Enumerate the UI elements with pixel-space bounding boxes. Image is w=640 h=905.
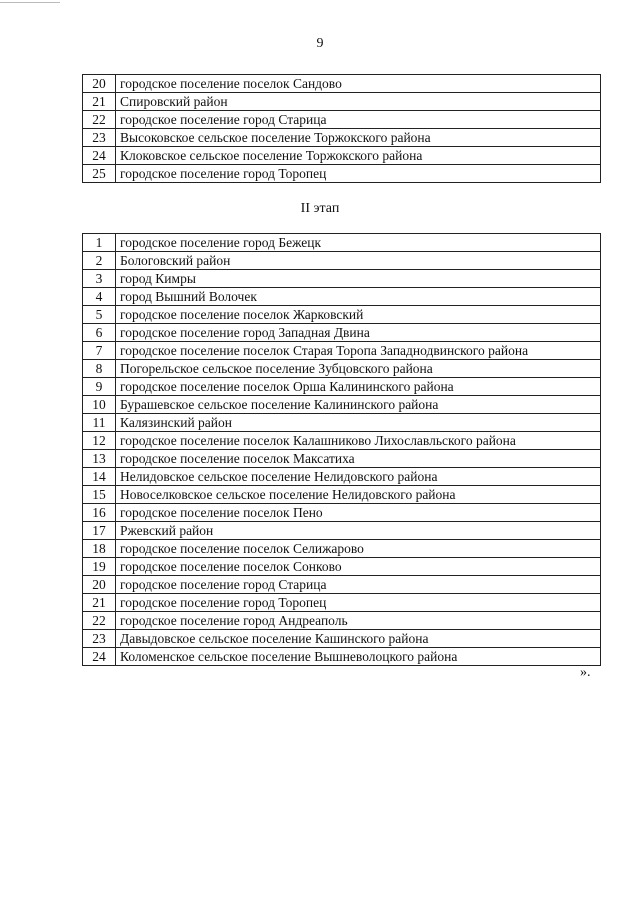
- stage1-table: [82, 74, 601, 183]
- table-row: [83, 378, 601, 396]
- row-number: 7: [83, 342, 116, 360]
- stage2-heading: II этап: [300, 201, 340, 216]
- table-row: [83, 288, 601, 306]
- row-number: 3: [83, 270, 116, 288]
- row-number: 17: [83, 522, 116, 540]
- municipality-name: городское поселение город Бежецк: [116, 234, 601, 252]
- table-row: [83, 342, 601, 360]
- table-row: [83, 432, 601, 450]
- row-number: 22: [83, 612, 116, 630]
- page-number: 9: [316, 36, 324, 51]
- table-row: [83, 468, 601, 486]
- row-number: 12: [83, 432, 116, 450]
- table-row: [83, 324, 601, 342]
- row-number: 23: [83, 630, 116, 648]
- row-number: 21: [83, 93, 116, 111]
- row-number: 15: [83, 486, 116, 504]
- table-row: [83, 111, 601, 129]
- table-row: [83, 93, 601, 111]
- row-number: 14: [83, 468, 116, 486]
- municipality-name: городское поселение поселок Орша Калининского района: [116, 378, 601, 396]
- table-row: [83, 630, 601, 648]
- row-number: 13: [83, 450, 116, 468]
- municipality-name: городское поселение поселок Старая Торопа Западнодвинского района: [116, 342, 601, 360]
- municipality-name: городское поселение поселок Сандово: [116, 75, 601, 93]
- table-row: [83, 252, 601, 270]
- municipality-name: Ржевский район: [116, 522, 601, 540]
- municipality-name: Коломенское сельское поселение Вышневолоцкого района: [116, 648, 601, 666]
- table-row: [83, 450, 601, 468]
- row-number: 22: [83, 111, 116, 129]
- row-number: 2: [83, 252, 116, 270]
- table-row: [83, 414, 601, 432]
- closing-quote: ».: [580, 665, 591, 680]
- table-row: [83, 504, 601, 522]
- table-row: [83, 396, 601, 414]
- municipality-name: городское поселение поселок Калашниково Лихославльского района: [116, 432, 601, 450]
- municipality-name: городское поселение поселок Сонково: [116, 558, 601, 576]
- municipality-name: городское поселение город Торопец: [116, 594, 601, 612]
- row-number: 10: [83, 396, 116, 414]
- table-row: [83, 147, 601, 165]
- row-number: 8: [83, 360, 116, 378]
- municipality-name: Высоковское сельское поселение Торжокского района: [116, 129, 601, 147]
- row-number: 16: [83, 504, 116, 522]
- row-number: 18: [83, 540, 116, 558]
- table-row: [83, 486, 601, 504]
- table-row: [83, 594, 601, 612]
- stage1-table-body: [83, 75, 601, 183]
- table-row: [83, 612, 601, 630]
- row-number: 20: [83, 75, 116, 93]
- row-number: 11: [83, 414, 116, 432]
- municipality-name: Погорельское сельское поселение Зубцовского района: [116, 360, 601, 378]
- row-number: 20: [83, 576, 116, 594]
- table-row: [83, 306, 601, 324]
- table-row: [83, 540, 601, 558]
- municipality-name: городское поселение город Андреаполь: [116, 612, 601, 630]
- municipality-name: городское поселение поселок Пено: [116, 504, 601, 522]
- row-number: 9: [83, 378, 116, 396]
- municipality-name: Бурашевское сельское поселение Калининского района: [116, 396, 601, 414]
- municipality-name: городское поселение город Старица: [116, 111, 601, 129]
- row-number: 23: [83, 129, 116, 147]
- municipality-name: городское поселение город Торопец: [116, 165, 601, 183]
- municipality-name: городское поселение поселок Жарковский: [116, 306, 601, 324]
- table-row: [83, 360, 601, 378]
- municipality-name: Нелидовское сельское поселение Нелидовского района: [116, 468, 601, 486]
- table-row: [83, 648, 601, 666]
- row-number: 24: [83, 648, 116, 666]
- row-number: 1: [83, 234, 116, 252]
- municipality-name: Клоковское сельское поселение Торжокского района: [116, 147, 601, 165]
- stage2-table: [82, 233, 601, 666]
- row-number: 4: [83, 288, 116, 306]
- table-row: [83, 270, 601, 288]
- municipality-name: Калязинский район: [116, 414, 601, 432]
- row-number: 25: [83, 165, 116, 183]
- row-number: 24: [83, 147, 116, 165]
- row-number: 21: [83, 594, 116, 612]
- municipality-name: городское поселение город Старица: [116, 576, 601, 594]
- table-row: [83, 75, 601, 93]
- municipality-name: город Вышний Волочек: [116, 288, 601, 306]
- table-row: [83, 576, 601, 594]
- municipality-name: Давыдовское сельское поселение Кашинского района: [116, 630, 601, 648]
- municipality-name: Новоселковское сельское поселение Нелидовского района: [116, 486, 601, 504]
- municipality-name: городское поселение поселок Максатиха: [116, 450, 601, 468]
- municipality-name: городское поселение город Западная Двина: [116, 324, 601, 342]
- municipality-name: Спировский район: [116, 93, 601, 111]
- municipality-name: Бологовский район: [116, 252, 601, 270]
- municipality-name: город Кимры: [116, 270, 601, 288]
- stage2-table-body: [83, 234, 601, 666]
- row-number: 5: [83, 306, 116, 324]
- scan-edge-mark: [0, 2, 60, 3]
- table-row: [83, 234, 601, 252]
- table-row: [83, 558, 601, 576]
- row-number: 19: [83, 558, 116, 576]
- row-number: 6: [83, 324, 116, 342]
- table-row: [83, 165, 601, 183]
- municipality-name: городское поселение поселок Селижарово: [116, 540, 601, 558]
- table-row: [83, 522, 601, 540]
- table-row: [83, 129, 601, 147]
